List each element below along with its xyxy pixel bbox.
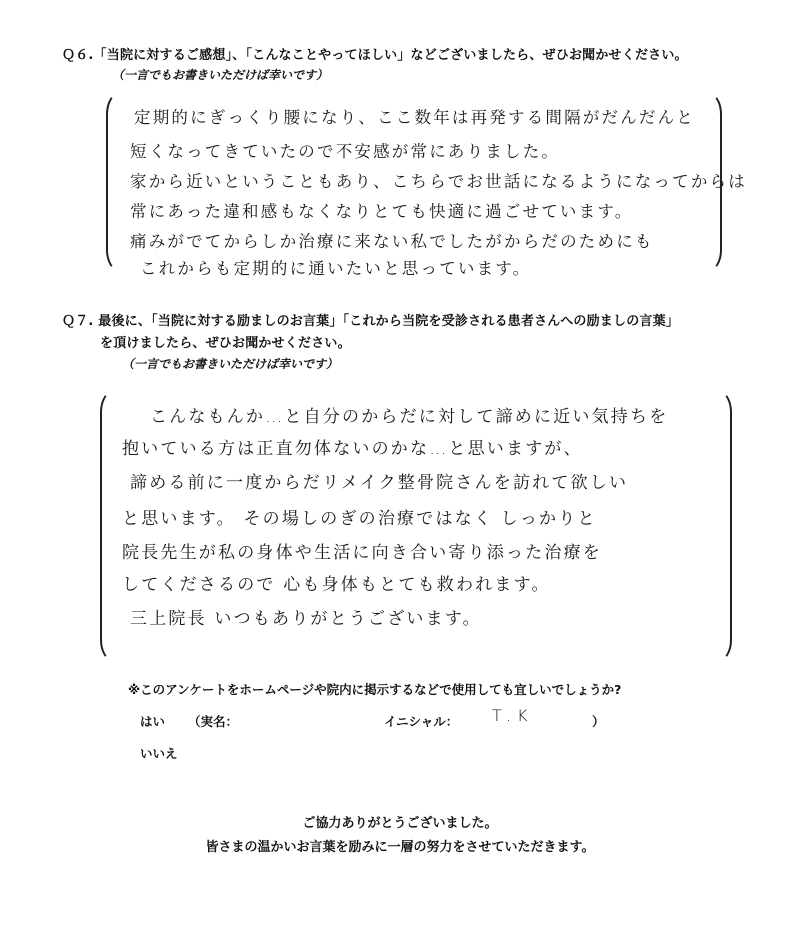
q7-question-line-1: Ｑ７. 最後に、「当院に対する励ましのお言葉」「これから当院を受診される患者さんへの励ましの言葉」 — [62, 314, 680, 329]
q7-answer-line-1: こんなもんか…と自分のからだに対して諦めに近い気持ちを — [150, 407, 669, 427]
q6-note: （一言でもお書きいただけば幸いです） — [112, 68, 329, 82]
q7-answer-line-6: してくださるので 心も身体もとても救われます。 — [122, 575, 551, 595]
q6-answer-line-5: 痛みがでてからしか治療に来ない私でしたがからだのためにも — [130, 232, 654, 251]
consent-initial-value: T.K — [492, 706, 534, 725]
q6-answer-line-4: 常にあった違和感もなくなりとても快適に過ごせています。 — [130, 202, 634, 221]
q7-answer-line-2: 抱いている方は正直勿体ないのかな…と思いますが、 — [122, 439, 583, 459]
q6-answer-line-6: これからも定期的に通いたいと思っています。 — [140, 259, 532, 278]
q7-note: （一言でもお書きいただけば幸いです） — [122, 357, 339, 371]
consent-initial-label: イニシャル： — [384, 714, 459, 729]
q7-answer-line-7: 三上院長 いつもありがとうございます。 — [130, 609, 482, 629]
q6-answer-line-1: 定期的にぎっくり腰になり、ここ数年は再発する間隔がだんだんと — [134, 108, 695, 127]
q6-answer-line-3: 家から近いということもあり、こちらでお世話になるようになってからは — [130, 172, 747, 191]
q7-question-line-2: を頂けましたら、ぜひお聞かせください。 — [100, 336, 351, 351]
consent-real-name-label: （実名： — [188, 714, 239, 729]
footer-thanks-line-1: ご協力ありがとうございました。 — [302, 816, 498, 831]
consent-yes-label: はい — [140, 714, 166, 729]
footer-thanks-line-2: 皆さまの温かいお言葉を励みに一層の努力をさせていただきます。 — [205, 840, 595, 855]
consent-close-paren: ） — [592, 714, 605, 729]
q7-answer-line-4: と思います。 その場しのぎの治療ではなく しっかりと — [122, 509, 597, 529]
q7-answer-line-5: 院長先生が私の身体や生活に向き合い寄り添った治療を — [122, 543, 602, 563]
consent-question: ※このアンケートをホームページや院内に掲示するなどで使用しても宜しいでしょうか? — [128, 682, 622, 697]
q6-question: Ｑ６.「当院に対するご感想」、「こんなことやってほしい」などございましたら、ぜひお聞かせください。 — [62, 48, 688, 63]
q6-answer-line-2: 短くなってきていたので不安感が常にありました。 — [130, 142, 561, 161]
consent-no-label: いいえ — [140, 746, 178, 761]
q7-answer-line-3: 諦める前に一度からだリメイク整骨院さんを訪れて欲しい — [130, 473, 629, 493]
